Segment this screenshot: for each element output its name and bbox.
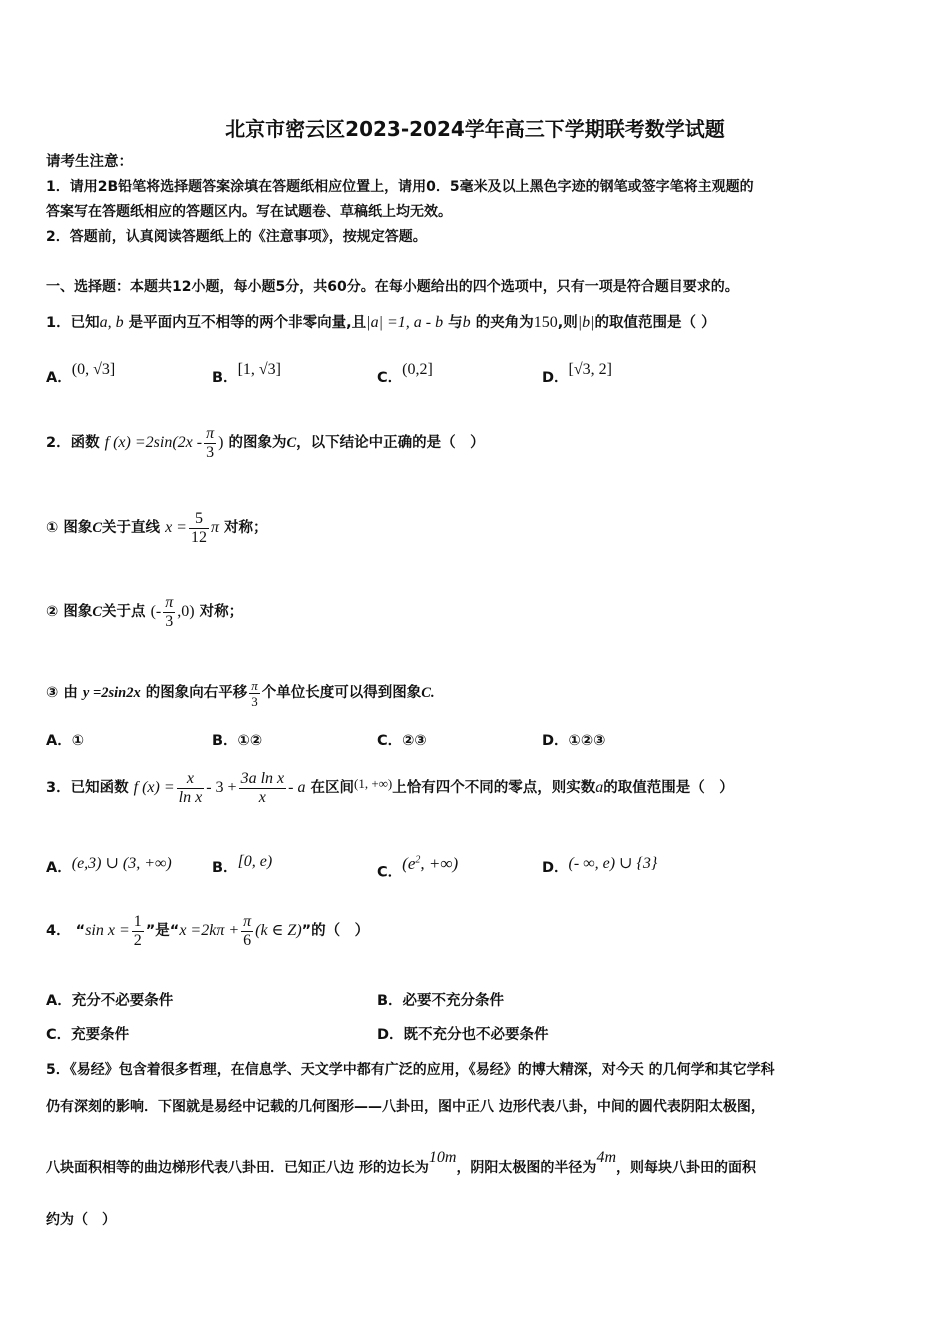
q1-math: 150 — [533, 314, 558, 331]
q1-text: 是平面内互不相等的两个非零向量,且 — [128, 315, 367, 331]
notice-line-2: 答案写在答题纸相应的答题区内。写在试题卷、草稿纸上均无效。 — [46, 204, 452, 220]
question-4: 4． “sin x = $\frac{1}{2}$ ”是“x =2kπ + $\frac{\pi}{6}$ (k ∈ Z)”的（ ） — [46, 912, 370, 949]
question-1 — [46, 313, 716, 333]
exam-title: 北京市密云区2023-2024学年高三下学期联考数学试题 — [225, 117, 725, 141]
q1-text: ,则 — [557, 315, 578, 331]
notice-line-1: 1．请用2B铅笔将选择题答案涂填在答题纸相应位置上，请用0．5毫米及以上黑色字迹的钢笔或签字笔将主观题的 — [46, 179, 754, 195]
q5-line-4: 约为（ ） — [46, 1212, 116, 1228]
fraction: $\frac{5}{12}$ — [190, 509, 207, 546]
q2-option-b: B．①② — [212, 733, 263, 749]
q1-text: 与 — [448, 315, 463, 331]
q1-text: 1．已知 — [46, 315, 100, 331]
q1-math: |b| — [577, 314, 595, 331]
q1-math: |a| =1, a - b — [366, 314, 444, 331]
q4-option-a: A．充分不必要条件 — [46, 993, 174, 1009]
q1-math: b — [462, 314, 471, 331]
q2-option-d: D．①②③ — [542, 733, 606, 749]
fraction: $\frac{x}{\text{ln x}}$ — [178, 769, 203, 806]
q1-option-a: A．(0, √3] — [46, 361, 116, 386]
fraction: $\frac{\text{3a ln x}}{x}$ — [240, 769, 285, 806]
q1-option-c: C．(0,2] — [377, 361, 433, 386]
q2-option-c: C．②③ — [377, 733, 427, 749]
q1-option-d: D．[√3, 2] — [542, 361, 612, 386]
q2-statement-3: ③ 由 y =2sin2x 的图象向右平移 $\frac{\pi}{3}$ 个单位长度可以得到图象C. — [46, 677, 435, 709]
q1-text: 的夹角为 — [475, 315, 534, 331]
notice-line-3: 2．答题前，认真阅读答题纸上的《注意事项》，按规定答题。 — [46, 229, 427, 245]
section-heading: 一、选择题：本题共12小题，每小题5分，共60分。在每小题给出的四个选项中，只有一项是符合题目要求的。 — [46, 279, 739, 295]
q3-option-b: B．[0, e) — [212, 853, 273, 876]
q5-line-1: 5．《易经》包含着很多哲理，在信息学、天文学中都有广泛的应用，《易经》的博大精深，对今天 的几何学和其它学科 — [46, 1062, 775, 1078]
q4-option-d: D．既不充分也不必要条件 — [377, 1027, 549, 1043]
question-3: 3．已知函数 f (x) = $\frac{x}{\text{ln x}}$ - 3 + $\frac{\text{3a ln x}}{x}$ - a 在区间(1, +∞)上恰有四个不同的零点，则实数a的取值范围是（ ） — [46, 769, 734, 806]
q3-option-c: C．($e^2$, +∞) — [377, 853, 459, 881]
q5-line-2: 仍有深刻的影响．下图就是易经中记载的几何图形——八卦田，图中正八 边形代表八卦，中间的圆代表阴阳太极图， — [46, 1099, 765, 1115]
q4-option-b: B．必要不充分条件 — [377, 993, 505, 1009]
q1-text: 的取值范围是（ ） — [594, 315, 716, 331]
q5-line-3: 八块面积相等的曲边梯形代表八卦田．已知正八边 形的边长为10m，阴阳太极图的半径为4m，则每块八卦田的面积 — [46, 1149, 756, 1176]
fraction: $\frac{1}{2}$ — [133, 912, 142, 949]
fraction: $\frac{\pi}{3}$ — [165, 593, 174, 630]
fraction: $\frac{\pi}{3}$ — [206, 424, 215, 461]
q2-option-a: A．① — [46, 733, 84, 749]
q1-math: a, b — [99, 314, 124, 331]
q1-option-b: B．[1, √3] — [212, 361, 281, 386]
q2-statement-1: ① 图象C关于直线 x = $\frac{5}{12}$ π 对称； — [46, 509, 268, 546]
fraction: $\frac{\pi}{6}$ — [243, 912, 252, 949]
notice-heading: 请考生注意： — [46, 154, 133, 170]
q3-option-a: A．(e,3) ∪ (3, +∞) — [46, 855, 172, 876]
question-2: 2．函数 f (x) =2sin(2x - $\frac{\pi}{3}$ ) 的图象为C，以下结论中正确的是（ ） — [46, 424, 485, 461]
q4-option-c: C．充要条件 — [46, 1027, 130, 1043]
fraction: $\frac{\pi}{3}$ — [251, 677, 258, 709]
q3-option-d: D．(- ∞, e) ∪ {3} — [542, 855, 658, 876]
q2-statement-2: ② 图象C关于点 (- $\frac{\pi}{3}$ ,0) 对称； — [46, 593, 244, 630]
